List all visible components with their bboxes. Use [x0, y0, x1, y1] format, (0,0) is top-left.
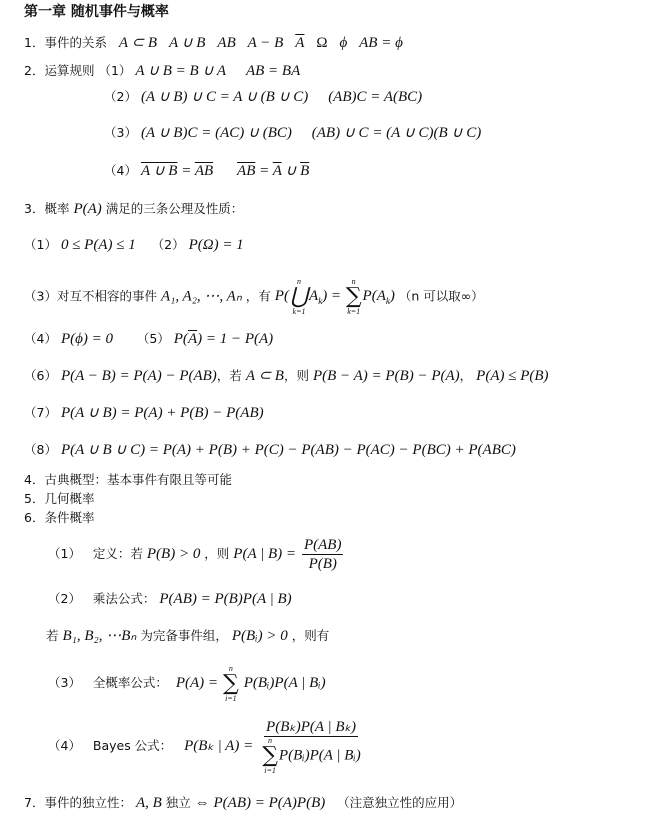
property-6-then: ，则 [283, 368, 309, 383]
rule-1-formula-a: A ∪ B = B ∪ A [135, 63, 227, 79]
definition-1-condition: P(B) > 0 [146, 546, 201, 562]
property-1-2 [24, 236, 244, 254]
rule-2-tag: （2） [104, 89, 137, 104]
property-6-formula: P(A − B) = P(A) − P(AB) [60, 368, 217, 384]
relation-omega: Ω [316, 35, 328, 51]
property-6-condition: A ⊂ B [245, 368, 284, 384]
rule-3-formula-a: (A ∪ B)C = (AC) ∪ (BC) [140, 125, 292, 141]
property-5-formula: $P(\overline{A}) = 1 - P(A)$ [173, 331, 274, 347]
section-7-label: 7．事件的独立性： [24, 795, 132, 810]
property-6-result: P(B − A) = P(B) − P(A) [312, 368, 460, 384]
definition-1-lhs: P(A | B) = [233, 546, 296, 562]
property-2-tag: （2） [151, 237, 185, 252]
property-6-tag: （6） [24, 368, 57, 383]
section-3-heading [24, 200, 243, 218]
property-6-if: ，若 [216, 368, 242, 383]
definition-1-fraction [302, 536, 343, 573]
property-4-tag: （4） [24, 331, 57, 346]
section-1-label: 1．事件的关系 [24, 35, 107, 50]
relation-subset: A ⊂ B [118, 35, 158, 51]
definition-1-name: 定义：若 [92, 546, 143, 561]
section-1 [24, 34, 403, 52]
section-2-rule-3 [104, 124, 481, 142]
section-7-note: （注意独立性的应用） [337, 795, 463, 810]
section-7-events: A, B [135, 795, 162, 811]
bayes-denominator: n ∑ i=1 P(Bᵢ)P(A | Bᵢ) [262, 736, 361, 775]
property-8-formula: P(A ∪ B ∪ C) = P(A) + P(B) + P(C) − P(AB) − P(AC) − P(BC) + P(ABC) [60, 442, 516, 458]
bayes-fraction [259, 718, 363, 775]
property-5-tag: （5） [136, 331, 170, 346]
property-6-comma: ， [459, 368, 473, 383]
note-pre: 若 [46, 628, 59, 643]
relation-difference: A − B [247, 35, 284, 51]
bayes-numerator: P(Bₖ)P(A | Bₖ) [266, 719, 356, 735]
section-7-formula: ⇔ P(AB) = P(A)P(B) [194, 795, 326, 811]
section-2-rule-1 [24, 62, 300, 80]
definition-4-tag: （4） [48, 738, 81, 753]
rule-4-formula-a: A ∪ $B = \overline{A}\overline{B}$ [140, 163, 214, 179]
section-2-label: 2．运算规则 [24, 63, 95, 78]
definition-1-denominator: P(B) [308, 556, 337, 572]
definition-1 [48, 534, 345, 574]
property-3 [24, 278, 484, 316]
definition-4-name: Bayes 公式： [92, 738, 173, 753]
definition-4 [48, 718, 365, 775]
section-4: 4．古典概型：基本事件有限且等可能 [24, 472, 232, 487]
section-6-label: 6．条件概率 [24, 510, 95, 525]
section-2-rule-4 [104, 162, 309, 180]
definition-3-term: P(Bᵢ)P(A | Bᵢ) [243, 675, 326, 691]
property-1-tag: （1） [24, 237, 57, 252]
rule-1-formula-b: AB = BA [245, 63, 301, 79]
bayes-denominator-term: P(Bᵢ)P(A | Bᵢ) [278, 747, 361, 764]
section-7 [24, 794, 462, 812]
definition-3-tag: （3） [48, 675, 81, 690]
relation-union: A ∪ B [168, 35, 206, 51]
section-3-desc: 满足的三条公理及性质： [105, 201, 244, 216]
definition-2-tag: （2） [48, 591, 81, 606]
rule-3-formula-b: (AB) ∪ C = (A ∪ C)(B ∪ C) [311, 125, 482, 141]
relation-empty: ϕ [339, 35, 348, 51]
property-3-sequence: A₁, A₂, ⋯, Aₙ [160, 288, 242, 305]
rule-4-formula-b: $\overline{AB} = \overline{A}$ ∪ $\overline{B}$ [237, 163, 310, 179]
property-7 [24, 404, 264, 422]
definition-3 [48, 664, 326, 703]
rule-1-tag: （1） [98, 63, 132, 78]
rule-2-formula-b: (AB)C = A(BC) [328, 89, 423, 105]
definition-1-numerator: P(AB) [303, 537, 342, 553]
property-4-formula: P(ϕ) = 0 [60, 331, 113, 347]
property-7-formula: P(A ∪ B) = P(A) + P(B) − P(AB) [60, 405, 264, 421]
property-8-tag: （8） [24, 442, 57, 457]
definition-3-name: 全概率公式： [92, 675, 168, 690]
relation-mutually-exclusive: AB = ϕ [359, 35, 403, 51]
definition-3-lhs: P(A) = [175, 675, 219, 691]
definition-2 [48, 590, 292, 608]
rule-3-tag: （3） [104, 125, 137, 140]
definition-2-name: 乘法公式： [92, 591, 156, 606]
note-condition: P(Bᵢ) > 0 [231, 628, 288, 644]
chapter-title: 第一章 随机事件与概率 [24, 4, 169, 20]
complete-system-note [46, 627, 329, 645]
property-3-formula: P( n ⋃ k=1 $A_k$) = n ∑ k=1 $P(A_k)$ [274, 277, 395, 316]
property-3-mid: ，有 [245, 288, 271, 304]
note-sequence: B₁, B₂, ⋯Bₙ [62, 628, 137, 644]
rule-2-formula-a: (A ∪ B) ∪ C = A ∪ (B ∪ C) [140, 89, 309, 105]
sum-symbol: n ∑ i=1 [223, 663, 239, 703]
definition-1-tag: （1） [48, 546, 81, 561]
property-2-formula: P(Ω) = 1 [188, 237, 244, 253]
relation-intersection: AB [217, 35, 236, 51]
property-8 [24, 441, 516, 459]
note-mid: 为完备事件组， [140, 628, 228, 643]
property-6 [24, 367, 549, 385]
section-3-label: 3．概率 [24, 201, 70, 216]
note-post: ，则有 [291, 628, 330, 643]
definition-2-formula: P(AB) = P(B)P(A | B) [159, 591, 292, 607]
definition-1-then: ，则 [204, 546, 230, 561]
property-1-formula: 0 ≤ P(A) ≤ 1 [60, 237, 136, 253]
section-2-rule-2 [104, 88, 422, 106]
section-5: 5．几何概率 [24, 491, 95, 506]
rule-4-tag: （4） [104, 163, 137, 178]
relation-complement: $\overline{A}$ [295, 35, 305, 51]
definition-4-lhs: P(Bₖ | A) = [184, 738, 254, 754]
property-3-note: （n 可以取∞） [398, 288, 484, 304]
property-4-5 [24, 330, 273, 348]
property-6-inequality: P(A) ≤ P(B) [476, 368, 549, 384]
section-7-independent: 独立 [165, 795, 191, 810]
property-7-tag: （7） [24, 405, 57, 420]
property-3-tag: （3）对互不相容的事件 [24, 288, 157, 304]
section-3-pa: P(A) [73, 201, 102, 217]
